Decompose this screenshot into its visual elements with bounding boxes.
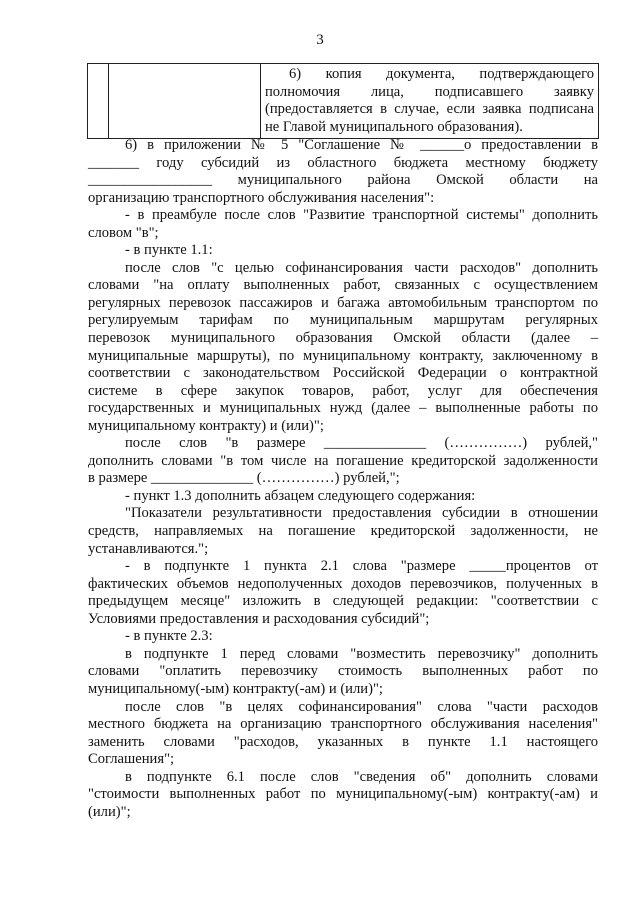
body-text-line: словом "в"; xyxy=(88,224,159,241)
body-text-line: - пункт 1.3 дополнить абзацем следующего содержания: xyxy=(125,487,476,504)
body-text-line: в размере ______________ (……………) рублей,"; xyxy=(88,470,400,487)
body-text-line: после слов "в целях софинансирования" слова "части расходов xyxy=(125,698,598,715)
body-text-line: - в преамбуле после слов "Развитие транспортной системы" дополнить xyxy=(125,207,598,224)
body-text-line: соответствии с законодательством Российской Федерации о контрактной xyxy=(88,365,598,382)
body-text-line: муниципальному(-ым) контракту(-ам) и (или)"; xyxy=(88,680,383,697)
table-text-line: полномочия лица, подписавшего заявку xyxy=(265,83,594,100)
body-text-line: - в пункте 2.3: xyxy=(125,628,213,645)
body-text-line: "Показатели результативности предоставления субсидии в отношении xyxy=(125,505,598,522)
body-text-line: - в подпункте 1 пункта 2.1 слова "размере _____процентов от xyxy=(125,558,598,575)
table-cell-text xyxy=(261,64,599,139)
body-text-line: после слов "с целью софинансирования части расходов" дополнить xyxy=(125,259,598,276)
body-text-line: _________________ муниципального района Омской области на xyxy=(88,172,598,189)
body-text-line: системе в сфере закупок товаров, работ, услуг для обеспечения xyxy=(88,382,598,399)
body-text-line: средств, направляемых на погашение кредиторской задолженности, не xyxy=(88,523,598,540)
body-text-line: "стоимости выполненных работ по муниципальному(-ым) контракту(-ам) и xyxy=(88,786,598,803)
body-text-line: 6) в приложении № 5 "Соглашение № ______о предоставлении в xyxy=(125,137,598,153)
table-text-line: 6) копия документа, подтверждающего xyxy=(289,66,594,82)
body-text-line: дополнить словами "в том числе на погашение кредиторской задолженности xyxy=(88,452,598,469)
body-text-line: Соглашения"; xyxy=(88,751,175,768)
continuation-table xyxy=(87,63,599,139)
table-text-line: (предоставляется в случае, если заявка подписана xyxy=(265,101,594,117)
body-text-line: - в пункте 1.1: xyxy=(125,242,213,259)
table-cell-empty xyxy=(109,64,261,139)
body-text-line: регулярных перевозок пассажиров и багажа автомобильным транспортом по xyxy=(88,294,598,311)
body-text-line: заменить словами "расходов, указанных в пункте 1.1 настоящего xyxy=(88,733,598,750)
body-text-line: местного бюджета на организацию транспортного обслуживания населения" xyxy=(88,716,598,733)
body-text-line: словами "оплатить перевозчику стоимость выполненных работ по xyxy=(88,663,598,680)
body-text-line: в подпункте 6.1 после слов "сведения об" дополнить словами xyxy=(125,768,598,785)
page-number: 3 xyxy=(316,32,324,48)
body-text-line: государственных и муниципальных нужд (далее – выполненные работы по xyxy=(88,400,598,417)
body-text-line: фактических объемов недополученных доходов перевозчиков, полученных в xyxy=(88,575,598,592)
body-text-line: после слов "в размере ______________ (……………) рублей," xyxy=(125,435,598,452)
body-text-line: муниципальному контракту) и (или)"; xyxy=(88,417,324,434)
body-text-line: Условиями предоставления и расходования субсидий"; xyxy=(88,610,430,627)
table-text-line: не Главой муниципального образования). xyxy=(265,118,523,135)
body-text-line: муниципальные маршруты), по муниципальному контракту, заключенному в xyxy=(88,347,598,364)
body-text-line: устанавливаются."; xyxy=(88,540,209,557)
document-body xyxy=(88,137,598,821)
body-text-line: словами "на оплату выполненных работ, связанных с осуществлением xyxy=(88,277,598,294)
body-text-line: _______ году субсидий из областного бюджета местному бюджету xyxy=(88,154,598,171)
body-text-line: регулируемым тарифам по муниципальным маршрутам регулярных xyxy=(88,312,598,329)
body-text-line: (или)"; xyxy=(88,803,131,820)
table-row xyxy=(88,64,599,139)
body-text-line: перевозок муниципального образования Омской области (далее – xyxy=(88,330,598,347)
body-text-line: в подпункте 1 перед словами "возместить перевозчику" дополнить xyxy=(125,645,598,662)
table-cell-number xyxy=(88,64,109,139)
body-text-line: предыдущем месяце" изложить в следующей редакции: "соответствии с xyxy=(88,593,598,610)
body-text-line: организацию транспортного обслуживания населения": xyxy=(88,189,435,206)
